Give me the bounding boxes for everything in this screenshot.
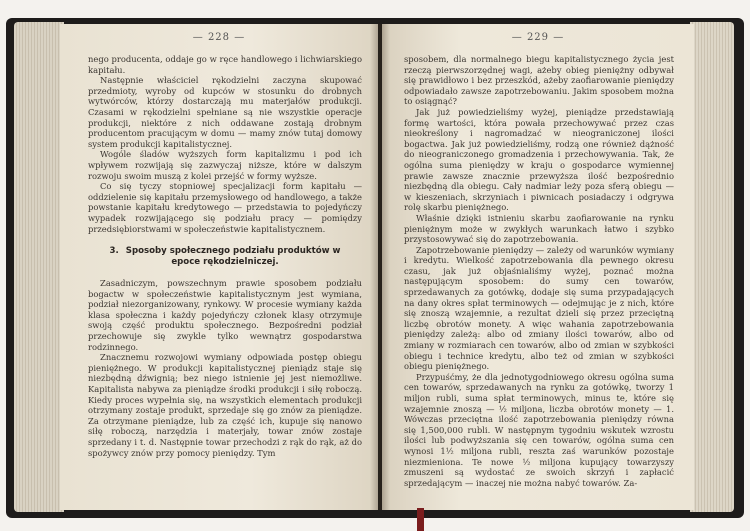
paragraph: sposobem, dla normalnego biegu kapitalistycznego życia jest rzeczą pierwszorzędnej wagi, ażeby obieg pieniężny odbywał się prawidłowo i bez przeszkód, ażeby zaofiarowanie pieniędzy odpowiadało zawsze zapotrzebowaniu. Jakim sposobem można to osiągnąć? (404, 54, 674, 107)
paragraph: Zasadniczym, powszechnym prawie sposobem podziału bogactw w społeczeństwie kapitalistycznym jest wymiana, podział niezorganizowany, rynkowy. W procesie wymiany każda klasa społeczna i każdy pojedyńczy członek klasy otrzymuje swoją część produktu społecznego. Bezpośredni podział przechowuje się zwykle tylko wewnątrz gospodarstwa rodzinnego. (88, 278, 362, 352)
left-page-edges (14, 22, 64, 512)
paragraph: Wogóle śladów wyższych form kapitalizmu i pod ich wpływem rozwijają się zazwyczaj niższe, które w dalszym rozwoju swoim muszą z kolei przejść w formy wyższe. (88, 149, 362, 181)
right-page (382, 24, 694, 510)
paragraph: nego producenta, oddaje go w ręce handlowego i lichwiarskiego kapitału. (88, 54, 362, 75)
left-page-number: — 228 — (192, 32, 246, 43)
paragraph: Przypuśćmy, że dla jednotygodniowego okresu ogólna suma cen towarów, sprzedawanych na rynku za gotówkę, tworzy 1 miljon rubli, suma spłat terminowych, minus te, które się wzajemnie znoszą — ½ miljona, liczba obrotów monety — 1. Wówczas przeciętna ilość zapotrzebowania pieniędzy równa się 1,500,000 rubli. W następnym tygodniu wskutek wzrostu ilości lub podwyższania się cen towarów, ogólna suma cen wynosi 1½ miljona rubli, reszta zaś warunków pozostaje niezmieniona. Te nowe ½ miljona kupujący towarzyszy zmuszeni są wydostać ze swoich skrzyń i zapłacić sprzedającym — inaczej nie można nabyć towarów. Za- (404, 371, 674, 488)
paragraph: Znacznemu rozwojowi wymiany odpowiada postęp obiegu pieniężnego. W produkcji kapitalistycznej pieniądz staje się niezbędną dźwignią; bez niego istnienie jej jest niemożliwe. Kapitalista nabywa za pieniądze środki produkcji i siłę roboczą. Kiedy proces wypełnia się, na wszystkich elementach produkcji otrzymany zostaje produkt, sprzedaje się go znów za pieniądze. Za otrzymane pieniądze, lub za część ich, kupuje się nanowo siłę roboczą, narzędzia i materjały, towar znów zostaje sprzedany i t. d. Następnie towar przechodzi z rąk do rąk, aż do spożywcy znów przy pomocy pieniędzy. Tym (88, 352, 362, 458)
paragraph: Właśnie dzięki istnieniu skarbu zaofiarowanie na rynku pieniężnym może w zwykłych warunkach łatwo i szybko przystosowywać się do zapotrzebowania. (404, 212, 674, 245)
bookmark-ribbon (417, 508, 424, 531)
right-page-number: — 229 — (511, 32, 565, 43)
left-page-text-before (88, 54, 362, 234)
right-page-text (404, 54, 674, 488)
left-page-text-after (88, 278, 362, 458)
section-heading (94, 246, 356, 268)
section-number: 3. (109, 246, 119, 257)
right-page-edges (690, 22, 734, 512)
paragraph: Zapotrzebowanie pieniędzy — zależy od warunków wymiany i kredytu. Wielkość zapotrzebowania dla pewnego okresu czasu, jak już objaśnialiśmy wyżej, poznać można następującym sposobem: do sumy cen towarów, sprzedawanych za gotówkę, dodaje się suma przypadających na dany okres spłat terminowych — odejmując je z nich, które się znoszą wzajemnie, a rezultat dzieli się przez przeciętną liczbę obrotów monety. A więc wahania zapotrzebowania pieniędzy zależą: albo od zmiany ilości towarów, albo od zmiany w rozmiarach cen towarów, albo od zmian w szybkości obiegu i technice kredytu, albo też od zmian w szybkości obiegu pieniężnego. (404, 244, 674, 372)
book-gutter (370, 24, 390, 510)
paragraph: Co się tyczy stopniowej specjalizacji form kapitału — oddzielenie się kapitału przemysłowego od handlowego, a także powstanie kapitału kredytowego — przedstawia to pojedyńczy wypadek rozwijającego się podziału pracy — pomiędzy przedsiębiorstwami w społeczeństwie kapitalistycznem. (88, 181, 362, 234)
section-title: Sposoby społecznego podziału produktów w epoce rękodzielniczej. (125, 246, 341, 268)
left-page (60, 24, 378, 510)
paragraph: Następnie właściciel rękodzielni zaczyna skupować przedmioty, wyroby od kupców w stosunku do drobnych wytwórców, którzy dostarczają mu materjałów produkcji. Czasami w rękodzielni spełniane są nie wszystkie operacje produkcji, niektóre z nich oddawane zostają drobnym producentom pracującym w domu — mamy znów tutaj domowy system produkcji kapitalistycznej. (88, 75, 362, 149)
paragraph: Jak już powiedzieliśmy wyżej, pieniądze przedstawiają formę wartości, która powała przechowywać przez czas nieokreślony i nagromadzać w nieograniczonej ilości bogactwa. Jak już powiedzieliśmy, rodzą one również dążność do nieograniczonego gromadzenia i przechowywania. Tak, że ogólna suma pieniędzy w kraju o gospodarce wymiennej prawie zawsze znacznie przewyższa ilość bezpośrednio niezbędną dla obiegu. Cały nadmiar leży poza sferą obiegu — w kieszeniach, skrzyniach i piwnicach posiadaczy i odgrywa rolę skarbu pieniężnego. (404, 106, 674, 213)
